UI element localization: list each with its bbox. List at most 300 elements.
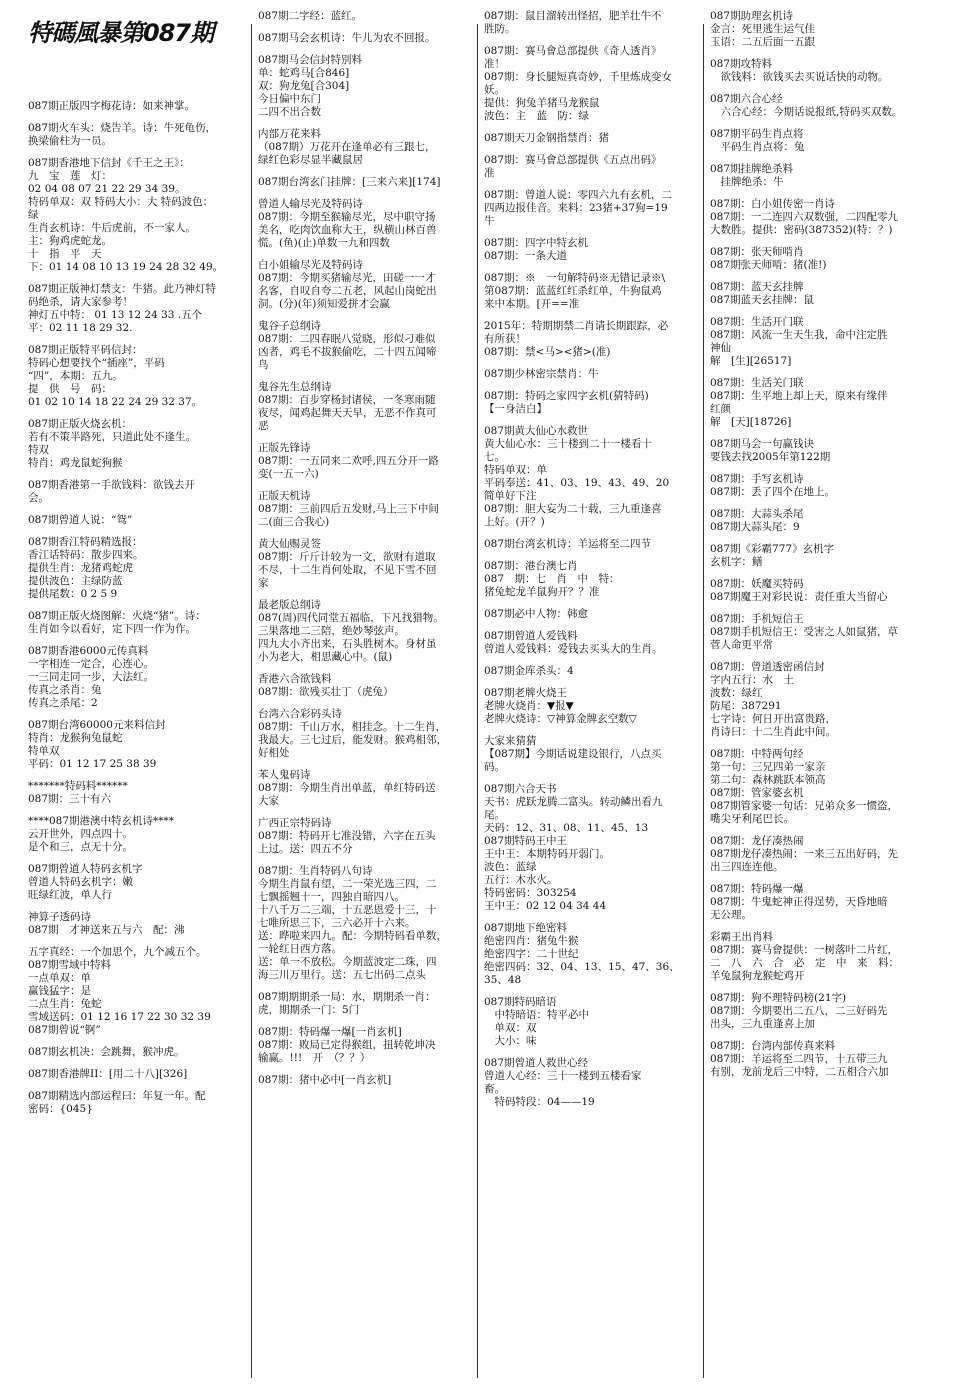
text-line: 特码单双：单 [484,464,547,476]
text-block [258,128,472,167]
text-line: 087期：一条大道 [484,250,568,262]
text-line: 神算子透码诗 [28,911,91,923]
text-line: 无公理。 [710,909,752,921]
text-line: 天码：12、31、08、11、45、13 [484,822,649,834]
text-line: 生肖如今以看好，定下四一作为作。 [28,623,196,635]
text-block [28,1046,246,1059]
text-line: 内部万花来料 [258,128,321,140]
text-line: 087期正版四字梅花诗：如来神掌。 [28,100,196,112]
text-block [710,931,928,983]
text-line: 大小：味 [484,1035,537,1047]
text-line: 087期特码暗语 [484,996,557,1008]
text-block [28,645,246,710]
text-line: 087期攻特料 [710,58,773,70]
text-block [28,863,246,902]
text-line: 慌。(鱼)(止)单数一九和四数 [258,237,390,249]
text-line: 087期台湾玄机诗：羊运将至二四节 [484,538,652,550]
text-line: 畜。 [484,1083,505,1095]
text-line: 提供尾数：0 2 5 9 [28,588,118,600]
text-line: 要钱去找2005年第122期 [710,451,831,463]
text-line: 087期六合心经 [710,93,783,105]
text-block [258,259,472,311]
text-line: 087期：猪中必中[一肖玄机] [258,1074,392,1086]
text-block [484,272,698,311]
text-block [258,32,472,45]
text-line: 猪兔蛇龙羊鼠狗开？？准 [484,586,600,598]
text-block [484,45,698,123]
text-block [710,198,928,237]
text-line: 087期：生活开门联 [710,316,804,328]
text-line: 087期：曾道人说：零四六九有玄机，二 [484,189,673,201]
text-line: 波数：绿红 [710,687,763,699]
text-line: 087 期：七 肖 中 特： [484,573,620,585]
text-line: 087期正版火烧玄机： [28,418,133,430]
text-line: 087期：特码爆一爆[一肖玄机] [258,1026,402,1038]
text-line: 平码奉送：41、03、19、43、49、20 [484,477,670,489]
text-line: 087期平码生肖点将 [710,128,804,140]
text-line: *******特码料****** [28,780,128,792]
text-line: 35、48 [484,974,522,986]
text-block [484,665,698,678]
column-divider [703,24,704,1378]
text-line: 087期曾道人爱钱料 [484,630,578,642]
text-line: 087期天刀金钢指禁肖：猪 [484,132,610,144]
text-line: 087期正版特平码信封： [28,344,143,356]
text-block [28,100,246,113]
text-line: 087期：※ 一句解特码※无错记录※\ [484,272,666,284]
text-block [710,10,928,49]
text-line: 087期黄大仙心水救世 [484,425,589,437]
text-block [710,661,928,739]
text-block [28,514,246,527]
text-block [484,687,698,726]
text-line: 087期香港牌II：[用二十八][326] [28,1068,188,1080]
text-line: 赢钱猛字：是 [28,985,91,997]
text-line: 一三同走同一步，大法红。 [28,671,154,683]
text-block [710,613,928,652]
text-block [484,320,698,359]
text-line: 大家 [258,795,279,807]
text-line: 尾。 [484,809,505,821]
text-line: 087期马会玄机诗：牛儿为农不回报。 [258,32,436,44]
text-block [484,608,698,621]
text-block [710,992,928,1031]
text-block [258,381,472,433]
text-line: 大数胜。提供：密码(387352)(特：？) [710,224,893,236]
text-block [258,599,472,664]
text-line: 087期：三前四后五发财,马上三下中间 [258,503,439,515]
text-line: 二点生肖：兔蛇 [28,998,102,1010]
text-line: 特肖：鸡龙鼠蛇狗猴 [28,457,123,469]
text-block [484,735,698,774]
text-line: 恶 [258,420,269,432]
text-line: 提供波色：主绿防蓝 [28,575,123,587]
text-line: 087期：风流一生天生我，命中注定胜 [710,329,888,341]
text-block [258,176,472,189]
text-line: 有别，龙前龙后三中特，二五相合六加 [710,1066,889,1078]
text-block [258,1074,472,1087]
text-line: 087期：港台澳七肖 [484,560,578,572]
text-line: 特码单双：双 特码大小：大 特码波色： [28,196,214,208]
text-line: 平码生肖点将：兔 [710,141,805,153]
text-line: 香江话特码：散步四来。 [28,549,144,561]
text-line: 字内五行：水 土 [710,674,794,686]
text-line: 087期正版火烧图解：火烧“猪”。诗： [28,610,206,622]
text-block [28,344,246,409]
text-line: 送：单一不放松。今期蓝波定二珠，四 [258,956,437,968]
text-line: 087期：手机短信王 [710,613,804,625]
text-line: 神仙 [710,342,731,354]
text-block [484,368,698,381]
text-line: “四”，本期：五九。 [28,370,123,382]
text-line: 087期：胆大妄为二十载，三九重逢喜 [484,503,662,515]
text-block [710,578,928,604]
text-line: 特码特段：04——19 [484,1096,595,1108]
text-line: 五字真经：一个加思个，九个减五个。 [28,946,207,958]
text-line: 码绝杀，请大家参考！ [28,296,133,308]
text-line: 码。 [484,761,505,773]
text-line: 087期正版神灯禁支：牛猪。此乃神灯特 [28,283,217,295]
text-block [710,281,928,307]
text-block [28,911,246,937]
text-line: 087期：蓝天玄挂牌 [710,281,804,293]
text-line: 是个和三，点无十分。 [28,841,133,853]
text-block [258,708,472,760]
text-line: 087期魔王对彩民说：责任重大当留心 [710,591,888,603]
text-line: 七字诗：何日开出富贵路， [710,713,836,725]
column-4 [706,10,932,1382]
text-line: 087期：管家婆玄机 [710,787,804,799]
text-line: 绿红色彩尽显半藏鼠居 [258,154,363,166]
text-block [484,132,698,145]
text-block [28,719,246,771]
text-line: 出头，三九重逢喜上加 [710,1018,815,1030]
text-line: 087期《彩霸777》玄机字 [710,543,835,555]
text-line: 087期：今期买猪输尽光，田磋一一才 [258,272,436,284]
text-line: 台湾六合彩码头诗 [258,708,342,720]
text-block [710,508,928,534]
text-line: 三果落地二三陪，绝妙琴弦声。 [258,625,405,637]
text-block [710,835,928,874]
text-block [258,673,472,699]
text-line: 七唯所思三下，三六必开十六来。 [258,917,416,929]
text-line: 菅人命更平常 [710,639,773,651]
text-line: 087期：张天师啃肖 [710,246,804,258]
text-line: 曾道人爱钱料：爱钱去买头大的生肖。 [484,643,663,655]
text-line: 平码：01 12 17 25 38 39 [28,758,157,770]
text-line: 红颜 [710,403,731,415]
text-line: 正版天机诗 [258,490,311,502]
text-line: 波色：蓝绿 [484,861,537,873]
text-block [484,10,698,36]
text-line: 来中本期。[开==准 [484,298,580,310]
text-line: 美名，吃肉饮血称大王，纵横山林百兽 [258,224,437,236]
text-line: 二四不出合数 [258,106,321,118]
text-line: 波色：主 蓝 防：绿 [484,110,589,122]
text-line: 087期：斤斤计较为一文，欲财有道取 [258,551,436,563]
text-line: 小为老大，相思藏心中。(鼠) [258,651,393,663]
text-line: 087期手机短信王：受害之人如鼠猪，草 [710,626,899,638]
text-line: 087期：台湾内部传真来料 [710,1040,836,1052]
text-block [28,1068,246,1081]
text-line: 十八千万二三端，十五恶恩爱十三，十 [258,904,437,916]
text-line: 最老版总纲诗 [258,599,321,611]
text-block [710,128,928,154]
text-line: 黄大仙心水：三十楼到二十一楼看十 [484,438,652,450]
text-line: 挂牌绝杀：牛 [710,176,784,188]
text-line: 我最大。三七过后，能发财。猴鸡相邻， [258,734,447,746]
text-line: 神灯五中特： 01 13 12 24 33 .五个 [28,309,203,321]
text-line: 087期：生平地上却上天，原来有缘伴 [710,390,888,402]
text-line: 087期：今期至猴输尽光，尽中职守扬 [258,211,436,223]
text-line: 嘴尖牙利尾巴长。 [710,813,794,825]
text-line: 大家来猜猜 [484,735,537,747]
text-line: 087期马会一句赢钱诀 [710,438,815,450]
text-line: 087期：丢了四个在地上。 [710,486,836,498]
text-line: 四九大小齐出来，石头胜树木。身材虽 [258,638,437,650]
text-line: 二(面三合我心) [258,516,330,528]
text-line: 十 指 平 天 [28,248,102,260]
text-block [484,154,698,180]
text-line: 087期：赛马會总部提供《五点出码》 [484,154,662,166]
text-line: 087期：今期生肖出单蓝，单红特码送 [258,782,436,794]
text-block [710,438,928,464]
text-line: 六合心经：今期话说报纸,特码买双数。 [710,106,903,118]
text-line: 出三四连连他。 [710,861,784,873]
text-line: 解 [天][18726] [710,416,792,428]
text-line: 087期：身长腿短真奇妙，千里炼成变女 [484,71,673,83]
text-line: 香港六合欲钱料 [258,673,332,685]
text-block [28,815,246,854]
text-line: 五行：木水火。 [484,874,558,886]
text-line: 【087期】今期话说建设银行，八点买 [484,748,662,760]
text-line: 087期：鼠目溜转出怪招，肥羊壮牛不 [484,10,662,22]
text-block [258,490,472,529]
text-line: 一字相连一定合，心连心。 [28,658,154,670]
text-line: 087期香港第一手欲钱料：欲钱去开 [28,479,196,491]
text-block [258,769,472,808]
text-line: 妖。 [484,84,505,96]
text-line: 旺绿红波，单人行 [28,889,112,901]
text-line: 二 八 六 合 必 定 中 来 料： [710,957,899,969]
text-line: 解 [生][26517] [710,355,792,367]
text-block [258,817,472,856]
text-line: 鬼谷子总纲诗 [258,320,321,332]
text-block [710,1040,928,1079]
text-block [710,93,928,119]
text-line: 特肖：龙猴狗兔鼠蛇 [28,732,123,744]
text-line: 曾道人特码玄机字：嫩 [28,876,133,888]
text-line: 黄大仙赐灵签 [258,538,321,550]
text-line: 下：01 14 08 10 13 19 24 28 32 49。 [28,261,224,273]
text-block [484,783,698,913]
text-block [28,780,246,806]
text-line: 087期：赛马會提供：一树落叶二片红， [710,944,899,956]
text-line: （087期）万花开在逢单必有三跟七， [258,141,436,153]
text-line: 087期：大蒜头杀尾 [710,508,804,520]
text-line: 好相处 [258,747,290,759]
text-line: 一点单双：单 [28,972,91,984]
text-line: 正版先锋诗 [258,442,311,454]
text-block [484,538,698,551]
text-line: 087期香港6000元传真料 [28,645,149,657]
text-block [710,748,928,826]
text-line: 087期：白小姐传密一肖诗 [710,198,836,210]
text-line: 087期火车头：烧告羊。诗：牛死龟伤， [28,122,217,134]
text-line: 有所获！ [484,333,526,345]
text-line: 087期：狗不理特码榜(21字) [710,992,847,1004]
text-line: 肖诗曰：十二生肖此中间。 [710,726,836,738]
text-block [710,883,928,922]
text-line: 087期：赛马會总部提供《奇人透肖》 [484,45,662,57]
text-line: 白小姐输尽光及特码诗 [258,259,363,271]
text-line: 087期：中特两句经 [710,748,804,760]
text-line: 天书：虎跃龙腾二富头。转动鳞出看九 [484,796,663,808]
text-line: 胜防。 [484,23,516,35]
text-line: 087期：手写玄机诗 [710,473,804,485]
text-line: 087期：特码爆一爆 [710,883,804,895]
text-line: 特码密码：303254 [484,887,577,899]
text-line: 087期龙仔凑热闹：一来三五出好码，先 [710,848,899,860]
text-line: 单双：双 [484,1022,537,1034]
text-line: 087期期期杀一局：水，期期杀一肖： [258,991,436,1003]
text-line: 变(一五一六) [258,468,319,480]
text-block [28,946,246,1037]
text-line: 087期：三十有六 [28,793,112,805]
text-block [258,538,472,590]
text-block [258,865,472,982]
text-line: 087期特码王中王 [484,835,568,847]
text-block [28,283,246,335]
text-line: 第087期：蓝蓝红红杀红单，牛狗鼠鸡 [484,285,662,297]
text-line: 087期大蒜头尾：9 [710,521,800,533]
text-line: 玉语：二五后面一五跟 [710,36,815,48]
text-block [484,189,698,228]
text-line: 087期香江特码精选报： [28,536,143,548]
text-line: 金言：死里逃生运气佳 [710,23,815,35]
text-line: 第一句：三兄四弟一家亲 [710,761,826,773]
text-line: 生肖玄机诗：牛后虎前，不一家人。 [28,222,196,234]
text-line: 羊兔鼠狗龙猴蛇鸡开 [710,970,805,982]
text-line: 主：狗鸡虎蛇龙。 [28,235,112,247]
column-3 [480,10,702,1382]
text-line: 087期：四字中特玄机 [484,237,589,249]
text-block [484,630,698,656]
text-line: 洞。(分)(年)须知爱拼才会赢 [258,298,390,310]
text-line: 087期雪域中特料 [28,959,112,971]
text-line: 简单好下注 [484,490,537,502]
text-line: 七飘摇翘十一，四独自暗四八。 [258,891,405,903]
text-line: 087期玄机决：会跳舞，猴冲虎。 [28,1046,185,1058]
column-divider [251,24,252,1378]
text-line: 若有不策半路死，只道此处不逢生。 [28,431,196,443]
text-line: 提供生肖：龙猪鸡蛇虎 [28,562,133,574]
text-block [710,377,928,429]
text-block [258,10,472,23]
text-line: 云开世外，四点四十。 [28,828,133,840]
text-line: 087期金库杀头：4 [484,665,574,677]
text-line: 087期挂牌绝杀料 [710,163,794,175]
text-line: 绝密四码：32、04、13、15、47、36、 [484,961,680,973]
text-line: 曾道人心经：三十一楼到五楼看家 [484,1070,642,1082]
text-block [710,163,928,189]
page-title: 特碼風暴第087期 [28,19,214,47]
text-block [484,1057,698,1109]
text-block [28,536,246,601]
text-block [484,560,698,599]
text-line: 老牌火烧诗：▽神算金牌玄空数▽ [484,713,637,725]
text-line: 绝密四肖：猪兔牛猴 [484,935,579,947]
text-block [28,418,246,470]
text-line: 087期蓝天玄挂牌：鼠 [710,294,815,306]
text-line: 鸟 [258,359,269,371]
text-line: 提供：狗兔羊猪马龙猴鼠 [484,97,600,109]
text-line: 广西正宗特码诗 [258,817,332,829]
text-line: 输赢。!!! 开 （？？） [258,1052,371,1064]
text-line: 一轮红日西方落。 [258,943,342,955]
text-line: 王中王：本期特码开弱门。 [484,848,610,860]
text-line: 087期少林密宗禁肖：牛 [484,368,599,380]
text-line: 虎，期期杀一门：5门 [258,1004,360,1016]
text-line: 夜尽，闻鸡起舞天天早，无恶不作真可 [258,407,437,419]
text-line: 密码：{045} [28,1103,93,1115]
text-line: 中特暗语：特平必中 [484,1009,589,1021]
text-line: 特码心想要找个“插座”，平码 [28,357,165,369]
text-line: 特双 [28,444,49,456]
text-block [484,996,698,1048]
text-block [258,442,472,481]
text-line: 【一身洁白】 [484,403,547,415]
text-line: 今期生肖鼠有望，二一荣光选三四，二 [258,878,437,890]
text-line: 087期：羊运将至二四节，十五带三九 [710,1053,888,1065]
text-block [710,58,928,84]
text-line: 087期必中人物：韩愈 [484,608,589,620]
text-line: 087期：败局已定得猴组，扭转乾坤决 [258,1039,436,1051]
text-line: 087期：生肖特码八句诗 [258,865,373,877]
text-line: 王中王：02 12 04 34 44 [484,900,607,912]
text-block [258,320,472,372]
text-line: 087期：一五同来二欢呼,四五分开一路 [258,455,439,467]
text-line: 绝密四字：二十世纪 [484,948,579,960]
column-divider [477,24,478,1378]
text-line: 凶者，鸡毛不拔猴偷吃，二十四五闻啼 [258,346,437,358]
text-line: 会。 [28,492,49,504]
text-line: ****087期港澳中特玄机诗**** [28,815,175,827]
text-line: 家 [258,577,269,589]
text-line: 087期 才神送来五与六 配：沸 [28,924,185,936]
text-line: 不尽，十二生肖何处取，不见下雪不回 [258,564,437,576]
text-line: 玄机字：鳝 [710,556,763,568]
text-line: 送：晔啦来四九。配：今期特码看单数， [258,930,447,942]
text-line: 欲钱料：欲钱买去买说话快的动物。 [710,71,889,83]
text-line: 单：蛇鸡马[合846] [258,67,350,79]
text-block [484,922,698,987]
text-line: 087期：千山万水，相挂念。十二生肖， [258,721,447,733]
text-line: 绿 [28,209,39,221]
text-line: 087期二字经：蓝红。 [258,10,363,22]
text-line: 曾道人输尽光及特码诗 [258,198,363,210]
text-line: 087期六合天书 [484,783,557,795]
text-block [710,543,928,569]
text-line: 087期：曾道透密函信封 [710,661,825,673]
text-line: 鬼谷先生总纲诗 [258,381,332,393]
text-line: 牛 [484,215,495,227]
text-line: 087期：妖魔买特码 [710,578,804,590]
text-line: 087期：禁<马><猪>(准) [484,346,611,358]
text-line: 防尾：387291 [710,700,782,712]
text-block [28,610,246,636]
text-line: 换梁偷柱为一员。 [28,135,112,147]
